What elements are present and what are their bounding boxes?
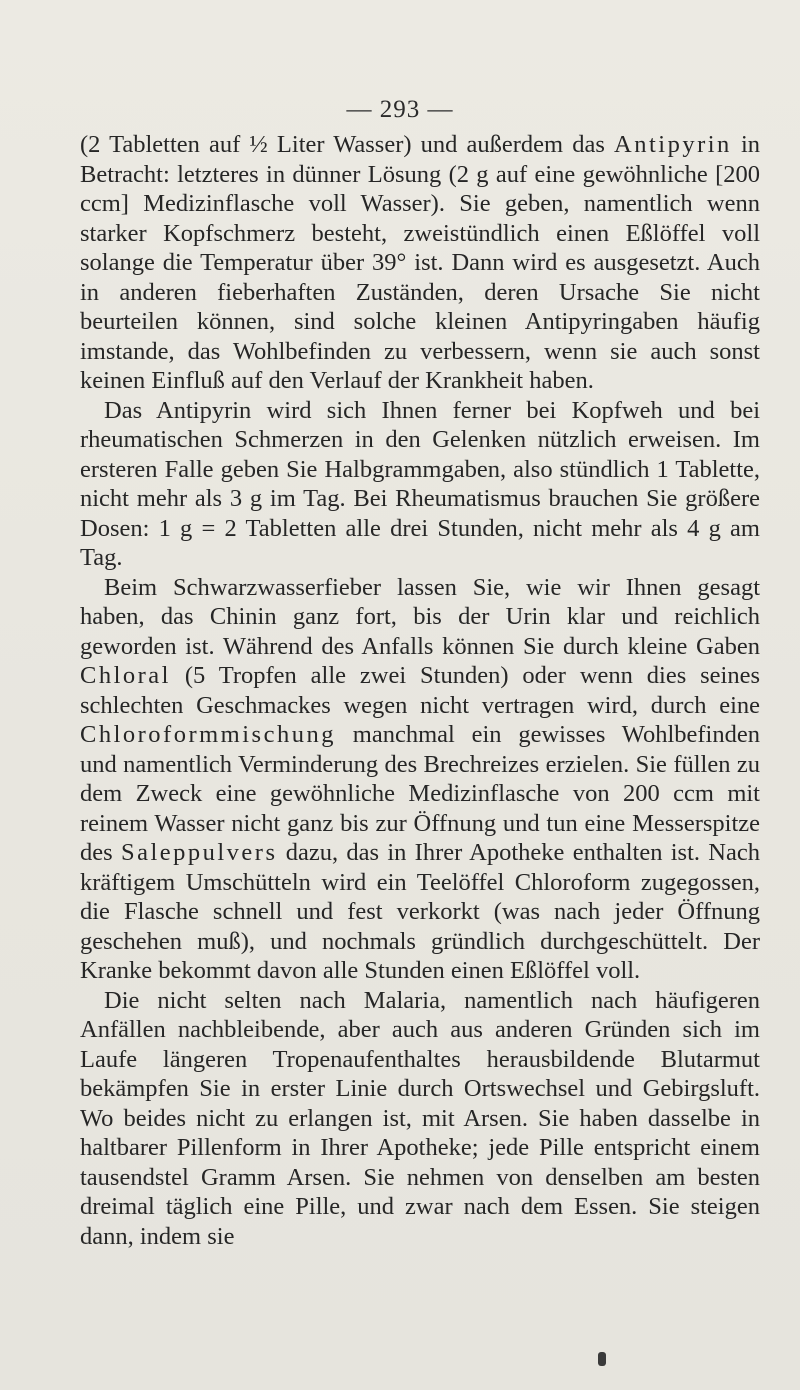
paragraph-anemia	[80, 986, 760, 1252]
emphasis-chloroformmischung: Chloroformmischung	[80, 721, 336, 748]
paragraph-antipyrin-pain	[80, 396, 760, 573]
text-segment: in Betracht: letzteres in dünner Lösung (2 g auf eine gewöhnliche [200 ccm] Medizinflasche voll Wasser). Sie geben, namentlich wenn starker Kopfschmerz besteht, zweistündlich einen Eßlöffel voll solange die Temperatur über 39° ist. Dann wird es ausgesetzt. Auch in anderen fieberhaften Zuständen, deren Ursache Sie nicht beurteilen können, sind solche kleinen Antipyringaben häufig imstande, das Wohlbefinden zu verbessern, wenn sie auch sonst keinen Einfluß auf den Verlauf der Krankheit haben.	[80, 131, 760, 394]
body-text	[80, 130, 760, 1251]
text-segment: (2 Tabletten auf ½ Liter Wasser) und außerdem das	[80, 131, 615, 158]
text-segment: (5 Tropfen alle zwei Stunden) oder wenn dies seines schlechten Geschmackes wegen nicht vertragen wird, durch eine	[80, 662, 760, 719]
emphasis-chloral: Chloral	[80, 662, 171, 689]
text-segment: Die nicht selten nach Malaria, namentlich nach häufigeren Anfällen nachbleibende, aber auch aus anderen Gründen sich im Laufe längeren Tropenaufenthaltes herausbildende Blutarmut bekämpfen Sie in erster Linie durch Ortswechsel und Gebirgsluft. Wo beides nicht zu erlangen ist, mit Arsen. Sie haben dasselbe in haltbarer Pillenform in Ihrer Apotheke; jede Pille entspricht einem tausendstel Gramm Arsen. Sie nehmen von denselben am besten dreimal täglich eine Pille, und zwar nach dem Essen. Sie steigen dann, indem sie	[80, 986, 760, 1250]
paragraph-antipyrin-fever	[80, 130, 760, 396]
text-segment: Das Antipyrin wird sich Ihnen ferner bei Kopfweh und bei rheumatischen Schmerzen in den Gelenken nützlich erweisen. Im ersteren Falle geben Sie Halbgrammgaben, also stündlich 1 Tablette, nicht mehr als 3 g im Tag. Bei Rheumatismus brauchen Sie größere Dosen: 1 g = 2 Tabletten alle drei Stunden, nicht mehr als 4 g am Tag.	[80, 396, 760, 571]
text-segment: Beim Schwarzwasserfieber lassen Sie, wie wir Ihnen gesagt haben, das Chinin ganz fort, bis der Urin klar und reichlich geworden ist. Während des Anfalls können Sie durch kleine Gaben	[80, 573, 760, 660]
page-number: — 293 —	[346, 96, 454, 123]
print-speck	[598, 1352, 606, 1366]
emphasis-saleppulvers: Saleppulvers	[120, 839, 278, 866]
text-segment: manchmal ein gewisses Wohlbefinden und namentlich Verminderung des Brechreizes erzielen. Sie füllen zu dem Zweck eine gewöhnliche Medizinflasche von 200 ccm mit reinem Wasser nicht ganz bis zur Öffnung und tun eine Messerspitze des	[80, 721, 760, 866]
text-segment: dazu, das in Ihrer Apotheke enthalten ist. Nach kräftigem Umschütteln wird ein Teelöffel Chloroform zugegossen, die Flasche schnell und fest verkorkt (was nach jeder Öffnung geschehen muß), und nochmals gründlich durchgeschüttelt. Der Kranke bekommt davon alle Stunden einen Eßlöffel voll.	[80, 839, 760, 984]
paragraph-blackwater-fever	[80, 573, 760, 986]
emphasis-antipyrin: Antipyrin	[614, 131, 732, 158]
